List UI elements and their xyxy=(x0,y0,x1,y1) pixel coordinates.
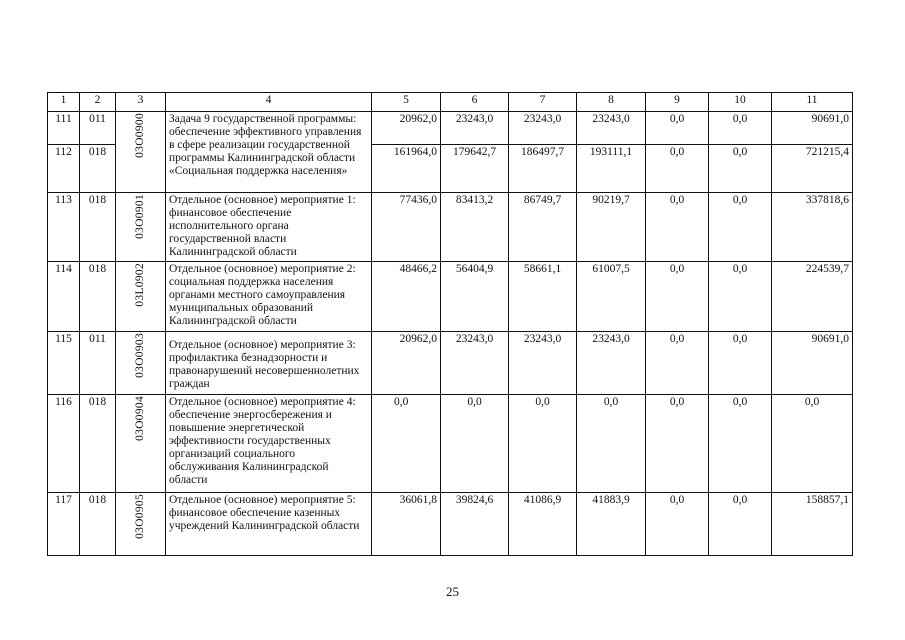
table-row xyxy=(48,262,853,332)
value-11: 721215,4 xyxy=(772,145,853,193)
admin-code: 018 xyxy=(80,262,116,332)
value-5: 36061,8 xyxy=(372,493,441,556)
column-header: 8 xyxy=(577,93,646,112)
value-6: 0,0 xyxy=(441,395,509,493)
value-10: 0,0 xyxy=(709,193,772,262)
item-name: Отдельное (основное) мероприятие 3: профилактика безнадзорности и правонарушений несовершеннолетних граждан xyxy=(166,332,372,395)
value-9: 0,0 xyxy=(646,112,709,145)
row-number: 111 xyxy=(48,112,80,145)
header-row xyxy=(48,93,853,112)
item-name: Отдельное (основное) мероприятие 1: финансовое обеспечение исполнительного органа государственной власти Калининградской области xyxy=(166,193,372,262)
column-header: 5 xyxy=(372,93,441,112)
value-6: 39824,6 xyxy=(441,493,509,556)
program-code: 03О0900 xyxy=(134,113,146,158)
value-7: 41086,9 xyxy=(509,493,577,556)
value-8: 41883,9 xyxy=(577,493,646,556)
program-code: 03L0902 xyxy=(134,263,146,307)
value-7: 58661,1 xyxy=(509,262,577,332)
row-number: 116 xyxy=(48,395,80,493)
column-header: 9 xyxy=(646,93,709,112)
program-code-cell xyxy=(116,493,166,556)
row-number: 112 xyxy=(48,145,80,193)
column-header: 6 xyxy=(441,93,509,112)
row-number: 113 xyxy=(48,193,80,262)
value-9: 0,0 xyxy=(646,395,709,493)
value-5: 48466,2 xyxy=(372,262,441,332)
value-8: 0,0 xyxy=(577,395,646,493)
table-row xyxy=(48,332,853,395)
value-7: 186497,7 xyxy=(509,145,577,193)
value-6: 56404,9 xyxy=(441,262,509,332)
item-name: Отдельное (основное) мероприятие 4: обеспечение энергосбережения и повышение энергетической эффективности государственных организаций социального обслуживания Калининградской области xyxy=(166,395,372,493)
value-5: 20962,0 xyxy=(372,332,441,395)
program-code: 03О0905 xyxy=(134,494,146,539)
program-code-cell xyxy=(116,395,166,493)
table-row xyxy=(48,112,853,145)
program-code: 03О0904 xyxy=(134,396,146,441)
program-code: 03О0903 xyxy=(134,333,146,378)
value-8: 23243,0 xyxy=(577,112,646,145)
value-7: 0,0 xyxy=(509,395,577,493)
table-row xyxy=(48,493,853,556)
value-11: 337818,6 xyxy=(772,193,853,262)
value-11: 158857,1 xyxy=(772,493,853,556)
value-6: 179642,7 xyxy=(441,145,509,193)
program-code-cell xyxy=(116,112,166,193)
program-code-cell xyxy=(116,332,166,395)
value-5: 77436,0 xyxy=(372,193,441,262)
program-code-cell xyxy=(116,262,166,332)
value-10: 0,0 xyxy=(709,112,772,145)
admin-code: 011 xyxy=(80,112,116,145)
value-5: 0,0 xyxy=(372,395,441,493)
value-6: 83413,2 xyxy=(441,193,509,262)
table-row xyxy=(48,395,853,493)
value-5: 20962,0 xyxy=(372,112,441,145)
column-header: 7 xyxy=(509,93,577,112)
column-header: 1 xyxy=(48,93,80,112)
value-7: 86749,7 xyxy=(509,193,577,262)
column-header: 3 xyxy=(116,93,166,112)
value-11: 0,0 xyxy=(772,395,853,493)
value-11: 90691,0 xyxy=(772,112,853,145)
value-7: 23243,0 xyxy=(509,332,577,395)
value-9: 0,0 xyxy=(646,193,709,262)
value-9: 0,0 xyxy=(646,145,709,193)
value-10: 0,0 xyxy=(709,493,772,556)
program-code-cell xyxy=(116,193,166,262)
column-header: 10 xyxy=(709,93,772,112)
admin-code: 018 xyxy=(80,145,116,193)
value-7: 23243,0 xyxy=(509,112,577,145)
item-name: Задача 9 государственной программы: обеспечение эффективного управления в сфере реализации государственной программы Калининградской области «Социальная поддержка населения» xyxy=(166,112,372,193)
value-11: 90691,0 xyxy=(772,332,853,395)
row-number: 117 xyxy=(48,493,80,556)
column-header: 2 xyxy=(80,93,116,112)
table-row xyxy=(48,193,853,262)
value-11: 224539,7 xyxy=(772,262,853,332)
item-name: Отдельное (основное) мероприятие 5: финансовое обеспечение казенных учреждений Калининградской области xyxy=(166,493,372,556)
column-header: 4 xyxy=(166,93,372,112)
row-number: 114 xyxy=(48,262,80,332)
value-9: 0,0 xyxy=(646,332,709,395)
value-5: 161964,0 xyxy=(372,145,441,193)
value-8: 61007,5 xyxy=(577,262,646,332)
value-10: 0,0 xyxy=(709,145,772,193)
value-8: 90219,7 xyxy=(577,193,646,262)
value-8: 23243,0 xyxy=(577,332,646,395)
value-6: 23243,0 xyxy=(441,332,509,395)
value-6: 23243,0 xyxy=(441,112,509,145)
admin-code: 018 xyxy=(80,395,116,493)
row-number: 115 xyxy=(48,332,80,395)
value-8: 193111,1 xyxy=(577,145,646,193)
admin-code: 011 xyxy=(80,332,116,395)
page-number: 25 xyxy=(446,584,459,599)
value-10: 0,0 xyxy=(709,395,772,493)
admin-code: 018 xyxy=(80,493,116,556)
value-10: 0,0 xyxy=(709,262,772,332)
value-10: 0,0 xyxy=(709,332,772,395)
program-code: 03О0901 xyxy=(134,194,146,239)
column-header: 11 xyxy=(772,93,853,112)
value-9: 0,0 xyxy=(646,262,709,332)
admin-code: 018 xyxy=(80,193,116,262)
budget-table xyxy=(47,92,853,556)
value-9: 0,0 xyxy=(646,493,709,556)
item-name: Отдельное (основное) мероприятие 2: социальная поддержка населения органами местного самоуправления муниципальных образований Калининградской области xyxy=(166,262,372,332)
